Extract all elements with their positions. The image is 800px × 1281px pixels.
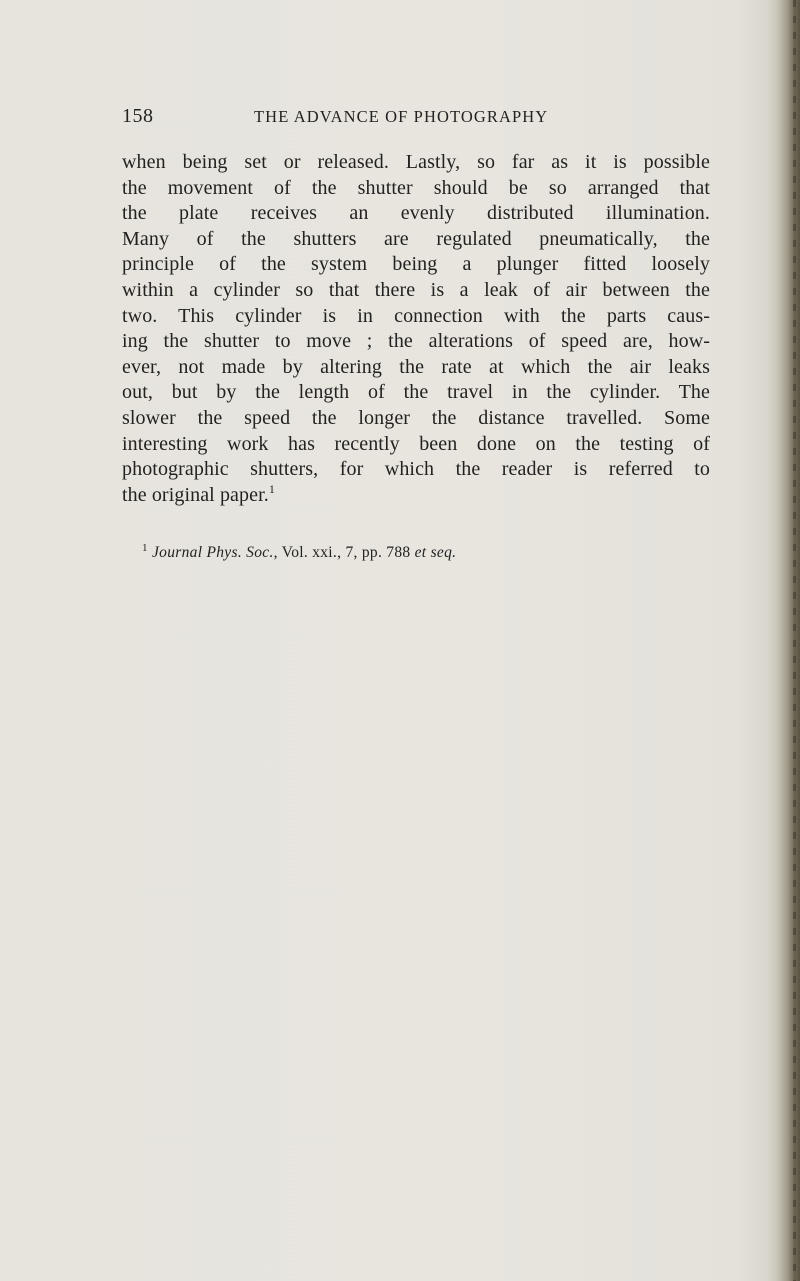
- running-head: THE ADVANCE OF PHOTOGRAPHY: [254, 107, 549, 126]
- text-line: out, but by the length of the travel in the cylinder. The: [122, 381, 710, 404]
- text-line: within a cylinder so that there is a leak of air between the: [122, 278, 710, 301]
- text-line: Many of the shutters are regulated pneumatically, the: [122, 227, 710, 250]
- text-line: principle of the system being a plunger fitted loosely: [122, 253, 710, 276]
- text-line: two. This cylinder is in connection with the parts caus-: [122, 304, 710, 327]
- text-line: photographic shutters, for which the reader is referred to: [122, 458, 710, 481]
- page-binding-edge: [778, 0, 800, 1281]
- text-line: when being set or released. Lastly, so far as it is possible: [122, 151, 710, 173]
- page-number: 158: [122, 105, 154, 127]
- text-line-last-content: the original paper.: [122, 483, 269, 506]
- text-line: ever, not made by altering the rate at which the air leaks: [122, 355, 710, 378]
- text-line-last: [122, 483, 710, 509]
- footnote-et-seq: et seq.: [414, 544, 457, 561]
- text-line: slower the speed the longer the distance travelled. Some: [122, 406, 710, 429]
- text-line: ing the shutter to move ; the alterations of speed are, how-: [122, 330, 710, 353]
- text-line: the plate receives an evenly distributed illumination.: [122, 202, 710, 225]
- text-line: the movement of the shutter should be so arranged that: [122, 176, 710, 199]
- footnote-journal: Journal Phys. Soc.: [152, 544, 274, 561]
- footnote-reference: 1: [268, 481, 275, 496]
- footnote: [142, 544, 456, 562]
- footnote-marker: 1: [142, 542, 148, 554]
- page-header: [122, 105, 710, 135]
- body-paragraph: [122, 150, 710, 508]
- footnote-details: , Vol. xxi., 7, pp. 788: [273, 544, 415, 561]
- text-line: interesting work has recently been done on the testing of: [122, 432, 710, 455]
